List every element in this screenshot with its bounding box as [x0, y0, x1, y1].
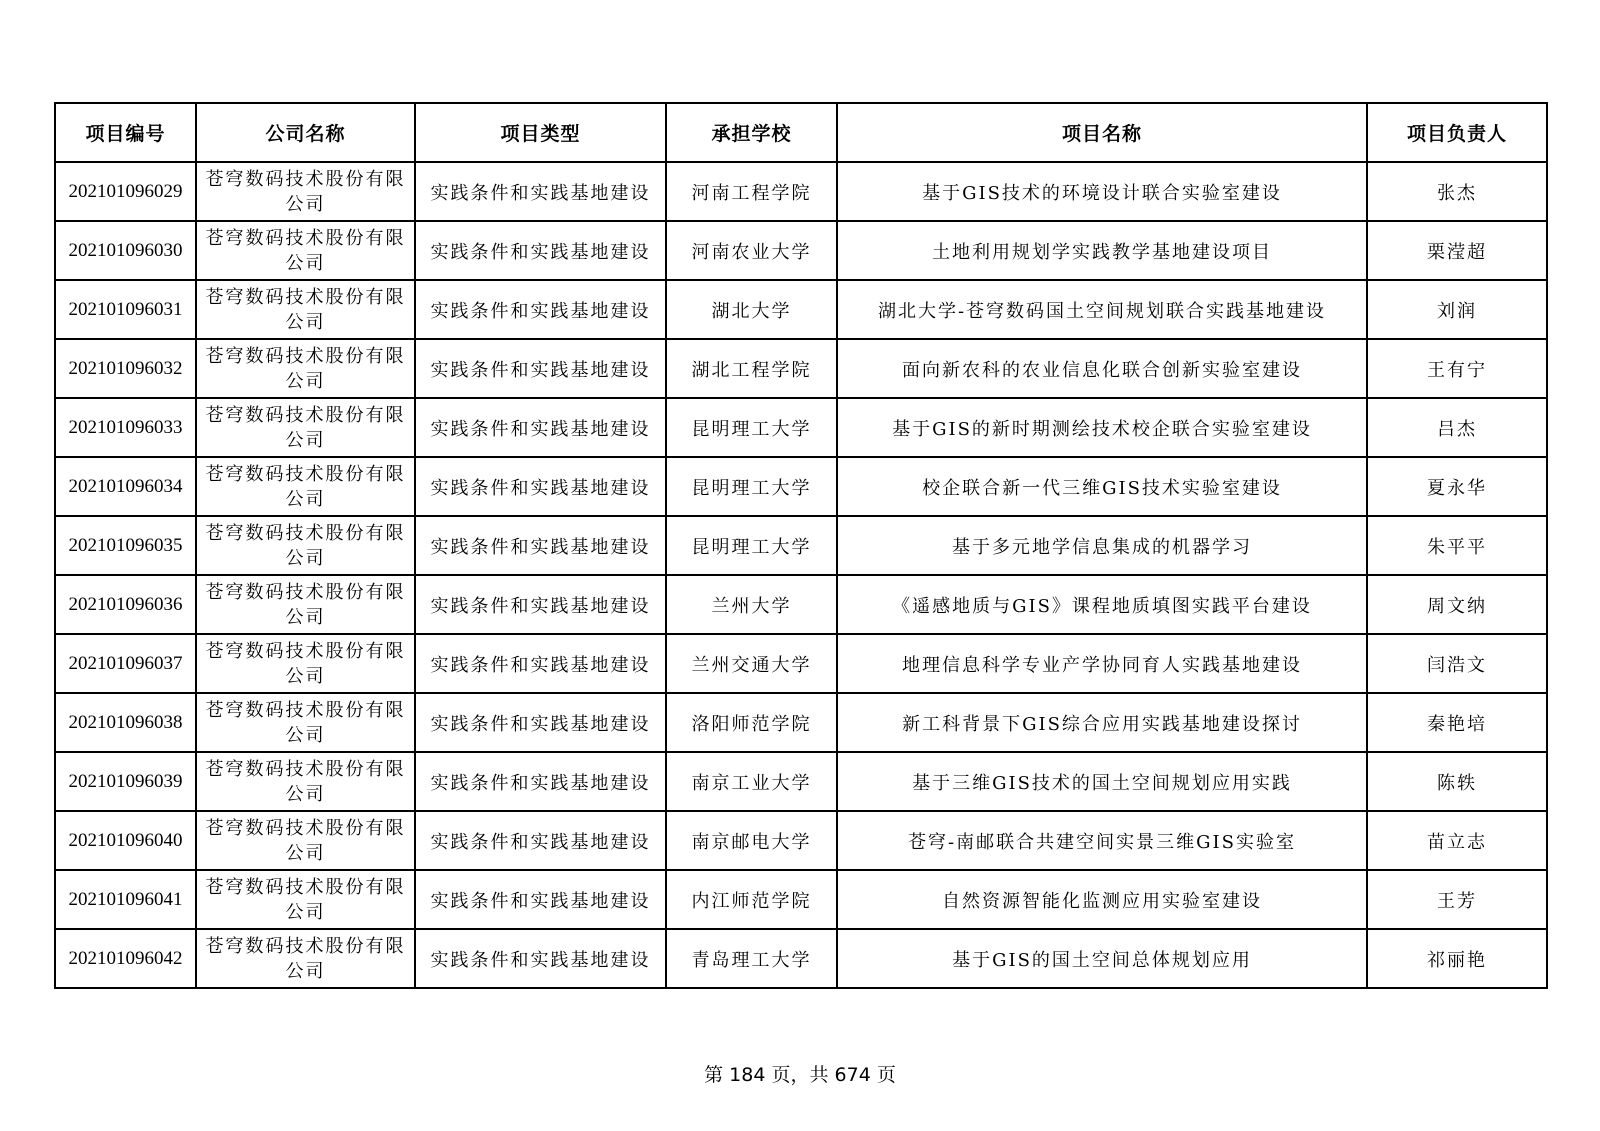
header-project-type: 项目类型	[415, 103, 666, 162]
cell-school: 昆明理工大学	[666, 516, 837, 575]
cell-project-type: 实践条件和实践基地建设	[415, 457, 666, 516]
cell-project-name: 面向新农科的农业信息化联合创新实验室建设	[837, 339, 1367, 398]
cell-project-name: 基于GIS的国土空间总体规划应用	[837, 929, 1367, 988]
cell-school: 南京邮电大学	[666, 811, 837, 870]
cell-project-id: 202101096029	[55, 162, 196, 221]
table-row	[55, 398, 1547, 457]
cell-project-name: 基于多元地学信息集成的机器学习	[837, 516, 1367, 575]
cell-project-type: 实践条件和实践基地建设	[415, 339, 666, 398]
cell-school: 青岛理工大学	[666, 929, 837, 988]
cell-project-lead: 闫浩文	[1367, 634, 1547, 693]
cell-project-id: 202101096033	[55, 398, 196, 457]
cell-company-name: 苍穹数码技术股份有限公司	[196, 929, 415, 988]
cell-project-name: 新工科背景下GIS综合应用实践基地建设探讨	[837, 693, 1367, 752]
header-project-id: 项目编号	[55, 103, 196, 162]
cell-project-name: 湖北大学-苍穹数码国土空间规划联合实践基地建设	[837, 280, 1367, 339]
cell-project-lead: 祁丽艳	[1367, 929, 1547, 988]
cell-project-lead: 张杰	[1367, 162, 1547, 221]
cell-project-id: 202101096042	[55, 929, 196, 988]
cell-project-lead: 王芳	[1367, 870, 1547, 929]
cell-project-id: 202101096037	[55, 634, 196, 693]
cell-project-type: 实践条件和实践基地建设	[415, 280, 666, 339]
cell-school: 昆明理工大学	[666, 457, 837, 516]
cell-project-id: 202101096038	[55, 693, 196, 752]
page-number: 第 184 页，共 674 页	[704, 1064, 896, 1086]
cell-project-name: 校企联合新一代三维GIS技术实验室建设	[837, 457, 1367, 516]
cell-project-type: 实践条件和实践基地建设	[415, 929, 666, 988]
table-body	[55, 162, 1547, 988]
cell-school: 湖北大学	[666, 280, 837, 339]
cell-school: 河南工程学院	[666, 162, 837, 221]
project-table-container	[54, 102, 1546, 989]
cell-project-lead: 陈轶	[1367, 752, 1547, 811]
cell-school: 洛阳师范学院	[666, 693, 837, 752]
table-row	[55, 516, 1547, 575]
cell-project-type: 实践条件和实践基地建设	[415, 811, 666, 870]
cell-project-lead: 刘润	[1367, 280, 1547, 339]
table-row	[55, 870, 1547, 929]
cell-school: 内江师范学院	[666, 870, 837, 929]
cell-project-id: 202101096035	[55, 516, 196, 575]
cell-project-type: 实践条件和实践基地建设	[415, 398, 666, 457]
cell-project-name: 土地利用规划学实践教学基地建设项目	[837, 221, 1367, 280]
cell-school: 河南农业大学	[666, 221, 837, 280]
table-row	[55, 752, 1547, 811]
cell-project-type: 实践条件和实践基地建设	[415, 162, 666, 221]
cell-project-id: 202101096040	[55, 811, 196, 870]
cell-project-id: 202101096036	[55, 575, 196, 634]
cell-project-type: 实践条件和实践基地建设	[415, 693, 666, 752]
table-row	[55, 929, 1547, 988]
header-project-lead: 项目负责人	[1367, 103, 1547, 162]
cell-project-lead: 秦艳培	[1367, 693, 1547, 752]
cell-project-lead: 栗滢超	[1367, 221, 1547, 280]
cell-project-id: 202101096039	[55, 752, 196, 811]
table-row	[55, 575, 1547, 634]
cell-school: 湖北工程学院	[666, 339, 837, 398]
cell-project-id: 202101096041	[55, 870, 196, 929]
cell-project-type: 实践条件和实践基地建设	[415, 634, 666, 693]
header-school: 承担学校	[666, 103, 837, 162]
cell-project-name: 基于三维GIS技术的国土空间规划应用实践	[837, 752, 1367, 811]
table-row	[55, 634, 1547, 693]
table-row	[55, 280, 1547, 339]
cell-project-id: 202101096031	[55, 280, 196, 339]
cell-company-name: 苍穹数码技术股份有限公司	[196, 457, 415, 516]
cell-project-lead: 吕杰	[1367, 398, 1547, 457]
cell-project-lead: 朱平平	[1367, 516, 1547, 575]
cell-company-name: 苍穹数码技术股份有限公司	[196, 398, 415, 457]
cell-project-id: 202101096032	[55, 339, 196, 398]
table-header-row	[55, 103, 1547, 162]
cell-project-name: 自然资源智能化监测应用实验室建设	[837, 870, 1367, 929]
header-company-name: 公司名称	[196, 103, 415, 162]
cell-project-id: 202101096030	[55, 221, 196, 280]
cell-school: 兰州大学	[666, 575, 837, 634]
cell-company-name: 苍穹数码技术股份有限公司	[196, 162, 415, 221]
cell-project-name: 苍穹-南邮联合共建空间实景三维GIS实验室	[837, 811, 1367, 870]
cell-project-type: 实践条件和实践基地建设	[415, 221, 666, 280]
table-row	[55, 693, 1547, 752]
cell-project-lead: 夏永华	[1367, 457, 1547, 516]
cell-project-name: 基于GIS的新时期测绘技术校企联合实验室建设	[837, 398, 1367, 457]
cell-project-type: 实践条件和实践基地建设	[415, 575, 666, 634]
cell-company-name: 苍穹数码技术股份有限公司	[196, 339, 415, 398]
cell-project-lead: 王有宁	[1367, 339, 1547, 398]
cell-company-name: 苍穹数码技术股份有限公司	[196, 811, 415, 870]
cell-project-name: 基于GIS技术的环境设计联合实验室建设	[837, 162, 1367, 221]
table-row	[55, 457, 1547, 516]
cell-company-name: 苍穹数码技术股份有限公司	[196, 516, 415, 575]
cell-company-name: 苍穹数码技术股份有限公司	[196, 634, 415, 693]
cell-company-name: 苍穹数码技术股份有限公司	[196, 752, 415, 811]
cell-school: 兰州交通大学	[666, 634, 837, 693]
table-row	[55, 811, 1547, 870]
cell-project-name: 地理信息科学专业产学协同育人实践基地建设	[837, 634, 1367, 693]
project-table	[54, 102, 1548, 989]
table-row	[55, 339, 1547, 398]
cell-company-name: 苍穹数码技术股份有限公司	[196, 575, 415, 634]
cell-company-name: 苍穹数码技术股份有限公司	[196, 693, 415, 752]
table-row	[55, 221, 1547, 280]
header-project-name: 项目名称	[837, 103, 1367, 162]
cell-project-type: 实践条件和实践基地建设	[415, 516, 666, 575]
cell-project-type: 实践条件和实践基地建设	[415, 870, 666, 929]
cell-company-name: 苍穹数码技术股份有限公司	[196, 221, 415, 280]
table-row	[55, 162, 1547, 221]
cell-company-name: 苍穹数码技术股份有限公司	[196, 870, 415, 929]
cell-school: 南京工业大学	[666, 752, 837, 811]
cell-project-lead: 周文纳	[1367, 575, 1547, 634]
cell-project-name: 《遥感地质与GIS》课程地质填图实践平台建设	[837, 575, 1367, 634]
cell-company-name: 苍穹数码技术股份有限公司	[196, 280, 415, 339]
cell-project-type: 实践条件和实践基地建设	[415, 752, 666, 811]
cell-project-id: 202101096034	[55, 457, 196, 516]
cell-project-lead: 苗立志	[1367, 811, 1547, 870]
cell-school: 昆明理工大学	[666, 398, 837, 457]
